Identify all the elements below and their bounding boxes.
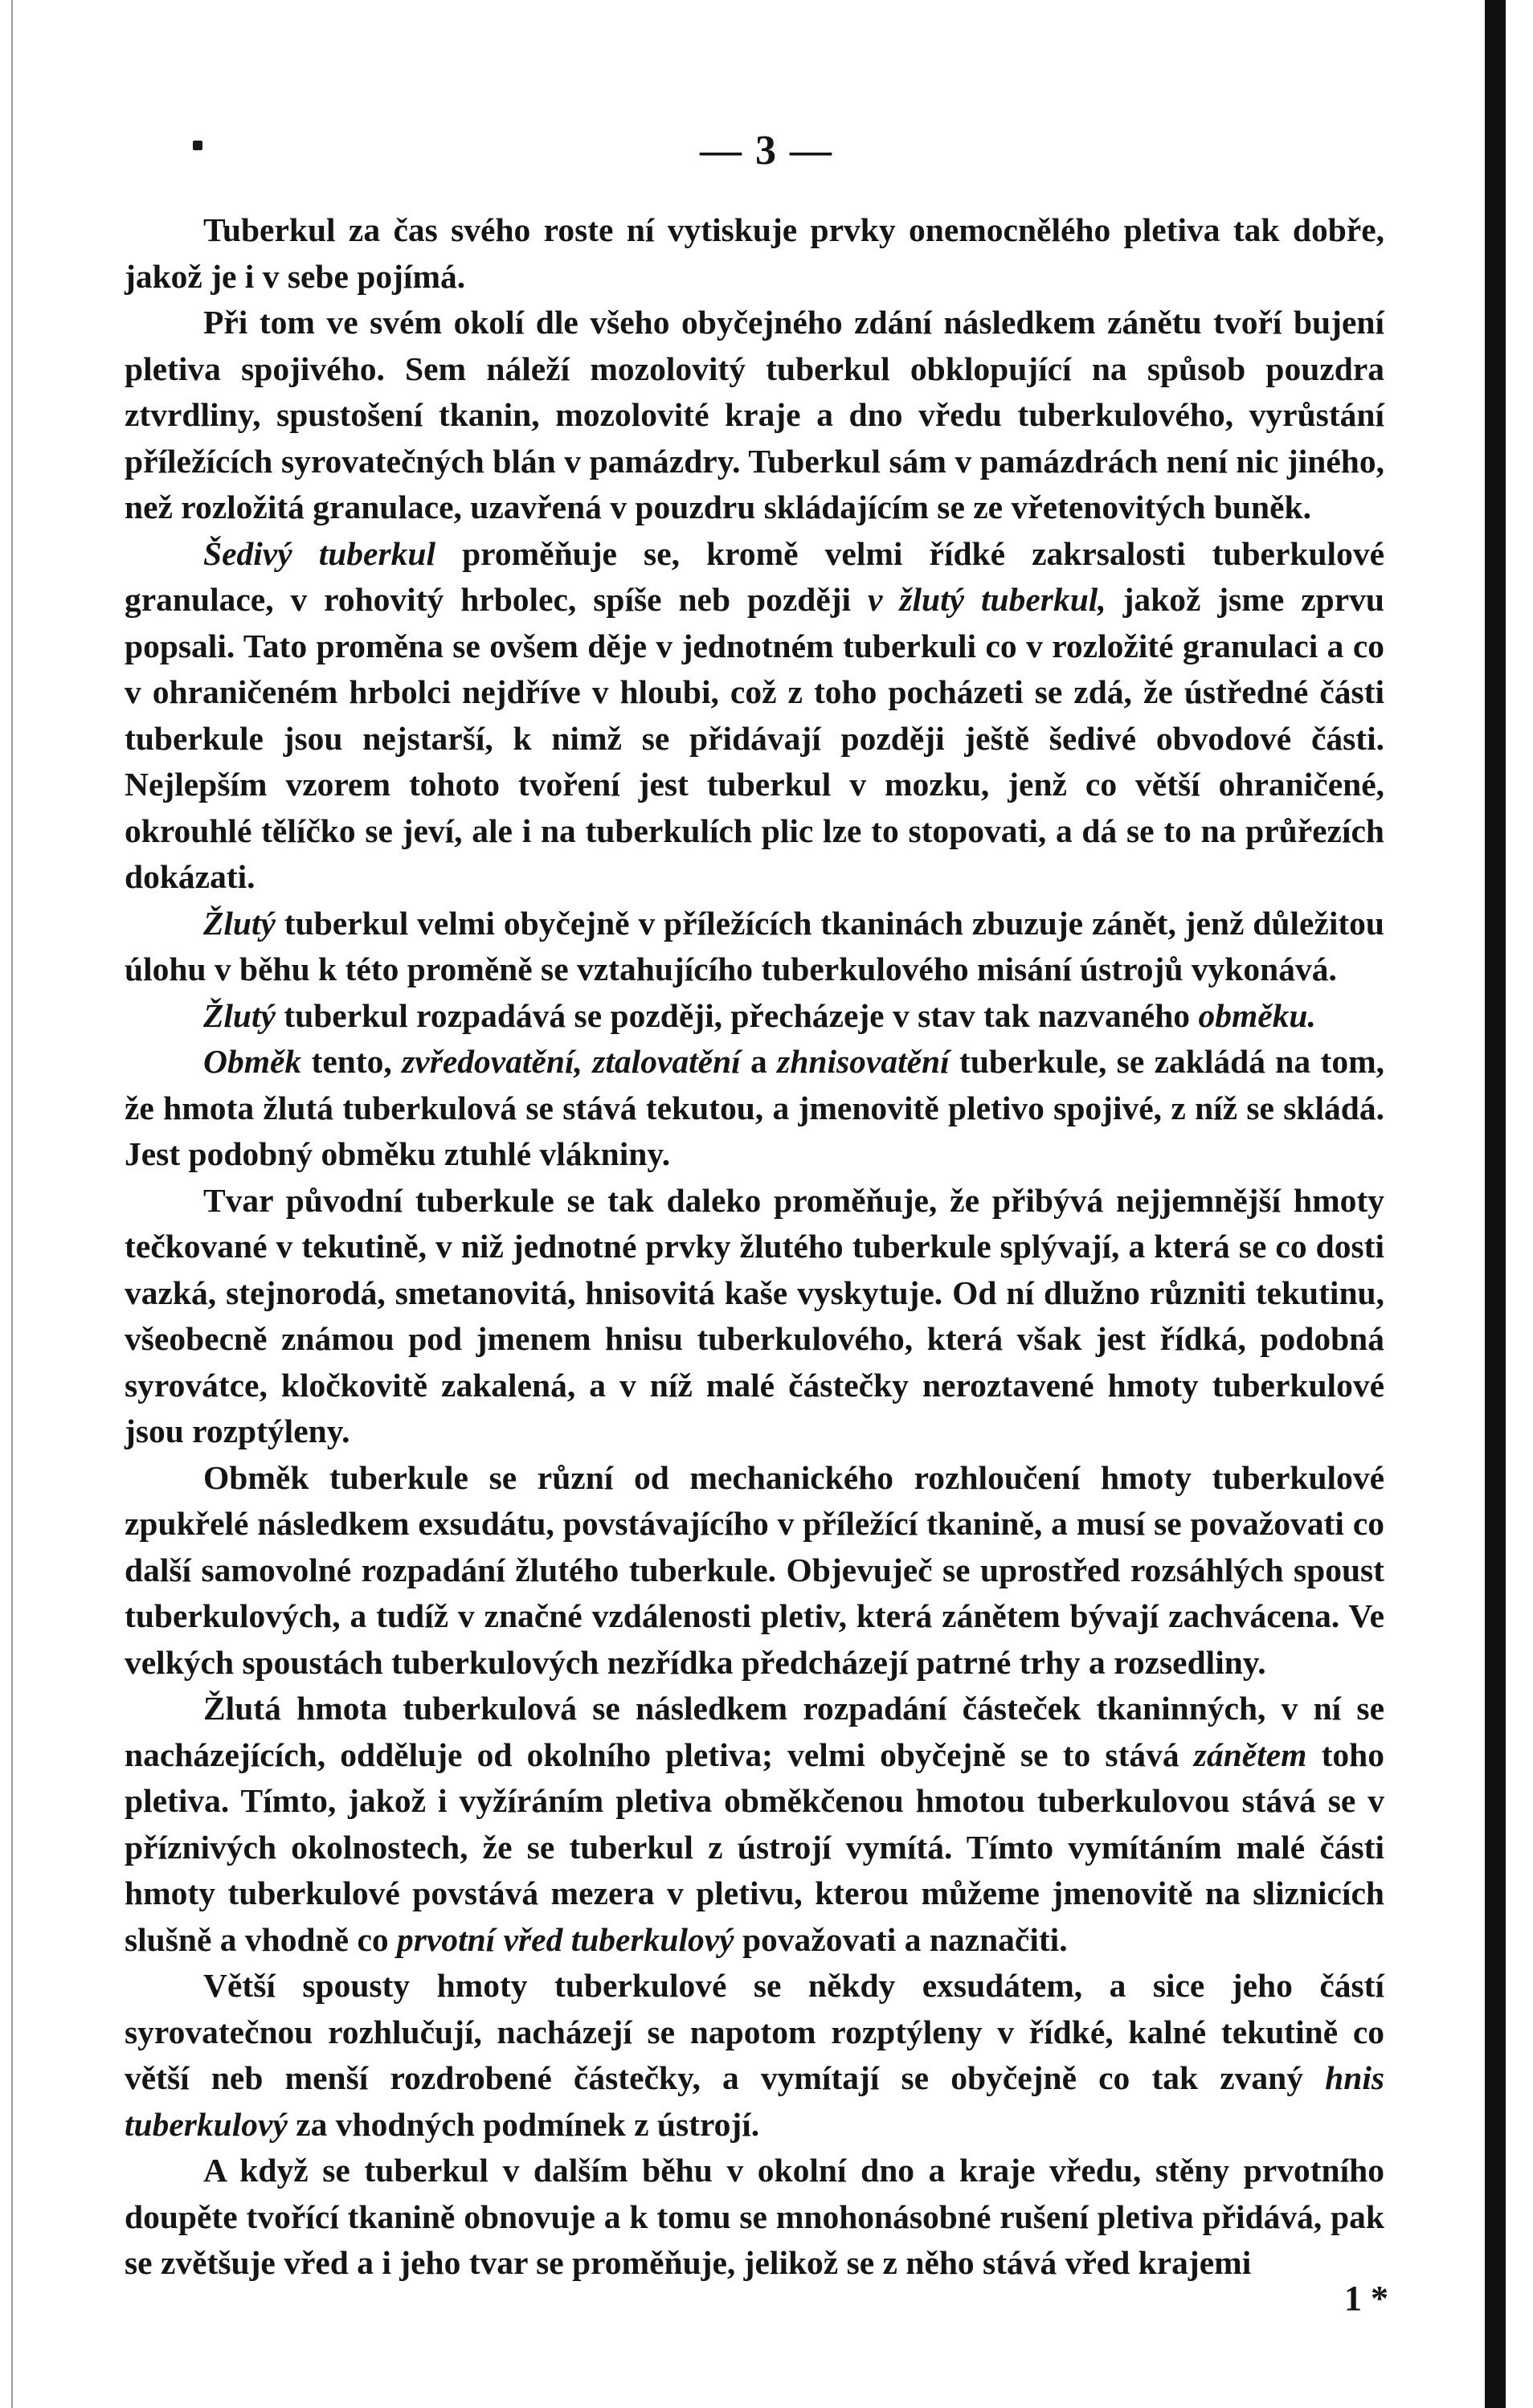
term-zluty-2: Žlutý xyxy=(203,996,276,1034)
signature-mark: 1 * xyxy=(1344,2279,1388,2318)
term-hnis-tuberkulovy: hnis tuberkulový xyxy=(125,2059,1384,2143)
text-run: Žlutá hmota tuberkulová se následkem rozpadání částeček tkaninných, v ní se nacházejících, odděluje od okolního pletiva; velmi obyčejně se to stává xyxy=(125,1690,1384,1773)
paragraph-3 xyxy=(125,531,1384,901)
paragraph-11: A když se tuberkul v dalším běhu v okolní dno a kraje vředu, stěny prvotního doupěte tvořící tkanině obnovuje a k tomu se mnohonásobné rušení pletiva přidává, pak se zvětšuje vřed a i jeho tvar se proměňuje, jelikož se z něho stává vřed krajemi xyxy=(125,2152,1384,2281)
term-prvotni-vred: prvotní vřed tuberkulový xyxy=(397,1920,734,1958)
text-run: tuberkule, se zakládá na tom, že hmota žlutá tuberkulová se stává tekutou, a jmenovitě pletivo spojivé, z níž se skládá. Jest podobný obměku ztuhlé vlákniny. xyxy=(125,1043,1385,1172)
text-run: tuberkul rozpadává se později, přecházeje v stav tak nazvaného xyxy=(275,996,1199,1034)
paragraph-10 xyxy=(125,1963,1384,2148)
term-zvredovateni: zvředovatění, ztalovatění xyxy=(402,1043,741,1080)
text-run: jakož jsme zprvu popsali. Tato proměna se ovšem děje v jednotném tuberkuli co v rozložité granulaci a co v ohraničeném hrbolci nejdříve v hloubi, což z toho pocházeti se zdá, že ústředné části tuberkule jsou nejstarší, k nimž se přidávají později ještě šedivé obvodové části. Nejlepším vzorem tohoto tvoření jest tuberkul v mozku, jenž co větší ohraničené, okrouhlé tělíčko se jeví, ale i na tuberkulích plic lze to stopovati, a dá se to na průřezích dokázati. xyxy=(125,581,1385,895)
paragraph-5 xyxy=(125,993,1384,1040)
text-run: tuberkul velmi obyčejně v příležících tkaninách zbuzuje zánět, jenž důležitou úlohu v běhu k této proměně se vztahujícího tuberkulového misání ústrojů vykonává. xyxy=(125,904,1384,987)
text-run: a xyxy=(740,1043,778,1080)
paragraph-4 xyxy=(125,901,1384,993)
paragraph-1: Tuberkul za čas svého roste ní vytiskuje prvky onemocnělého pletiva tak dobře, jakož je i v sebe pojímá. xyxy=(125,211,1384,295)
term-obmek: Obměk xyxy=(203,1043,302,1080)
page-body-text xyxy=(125,207,1384,2287)
paragraph-9 xyxy=(125,1686,1384,1963)
text-run: toho pletiva. Tímto, jakož i vyžíráním pletiva obměkčenou hmotou tuberkulovou stává se v příznivých okolnostech, že se tuberkul z ústrojí vymítá. Tímto vymítáním malé části hmoty tuberkulové povstává mezera v pletivu, kterou můžeme jmenovitě na sliznicích slušně a vhodně co xyxy=(125,1735,1384,1958)
text-run: považovati a naznačiti. xyxy=(734,1920,1068,1958)
text-run: za vhodných podmínek z ústrojí. xyxy=(287,2105,760,2143)
paragraph-7: Tvar původní tuberkule se tak daleko proměňuje, že přibývá nejjemnější hmoty tečkované v tekutině, v niž jednotné prvky žlutého tuberkule splývají, a která se co dosti vazká, stejnorodá, smetanovitá, hnisovitá kaše vyskytuje. Od ní dlužno různiti tekutinu, všeobecně známou pod jmenem hnisu tuberkulového, která však jest řídká, podobná syrovátce, kločkovitě zakalená, a v níž malé částečky neroztavené hmoty tuberkulové jsou rozptýleny. xyxy=(125,1181,1384,1449)
term-zluty: Žlutý xyxy=(203,904,276,942)
term-zluty-tuberkul: v žlutý tuberkul, xyxy=(868,581,1106,618)
text-run: Větší spousty hmoty tuberkulové se někdy exsudátem, a sice jeho částí syrovatečnou rozhlučují, nacházejí se napotom rozptýleny v řídké, kalné tekutině co větší neb menší rozdrobené částečky, a vymítají se obyčejně co tak zvaný xyxy=(125,1967,1384,2096)
paragraph-8: Obměk tuberkule se různí od mechanického rozhloučení hmoty tuberkulové zpukřelé následkem exsudátu, povstávajícího v příležící tkanině, a musí se považovati co další samovolné rozpadání žlutého tuberkule. Objevuječ se uprostřed rozsáhlých spoust tuberkulových, a tudíž v značné vzdálenosti pletiv, která zánětem bývají zachvácena. Ve velkých spoustách tuberkulových nezřídka předcházejí patrné trhy a rozsedliny. xyxy=(125,1458,1384,1681)
page-number: — 3 — xyxy=(700,128,833,174)
paragraph-6 xyxy=(125,1039,1384,1178)
term-obmeku: obměku. xyxy=(1198,996,1316,1034)
text-run: tento, xyxy=(301,1043,403,1080)
term-zhnisovateni: zhnisovatění xyxy=(777,1043,950,1080)
term-zanetem: zánětem xyxy=(1193,1735,1307,1773)
text-run: proměňuje se, kromě velmi řídké zakrsalosti tuberkulové granulace, v rohovitý hrbolec, spíše neb později xyxy=(125,534,1384,618)
term-sedivy-tuberkul: Šedivý tuberkul xyxy=(203,534,435,572)
paragraph-2: Při tom ve svém okolí dle všeho obyčejného zdání následkem zánětu tvoří bujení pletiva spojivého. Sem náleží mozolovitý tuberkul obklopující na spůsob pouzdra ztvrdliny, spustošení tkanin, mozolovité kraje a dno vředu tuberkulového, vyrůstání příležících syrovatečných blán v pamázdry. Tuberkul sám v pamázdrách není nic jiného, než rozložitá granulace, uzavřená v pouzdru skládajícím se ze vřetenovitých buněk. xyxy=(125,304,1384,525)
